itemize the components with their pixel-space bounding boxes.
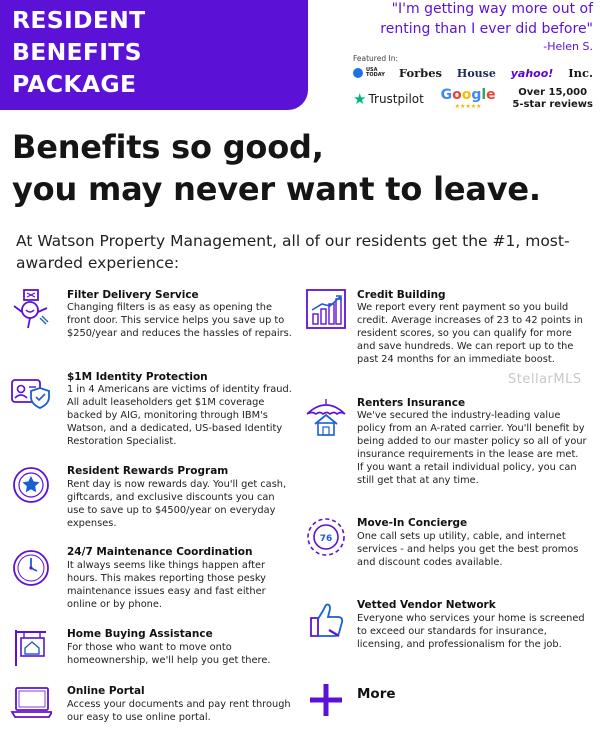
- google-stars: ★★★★★: [454, 103, 482, 110]
- benefit-title: 24/7 Maintenance Coordination: [67, 546, 253, 558]
- banner-line-3: PACKAGE: [12, 70, 137, 98]
- usa-today-logo: [353, 68, 384, 78]
- benefit-vetted-vendors: [300, 598, 595, 668]
- benefit-title: Online Portal: [67, 685, 145, 697]
- reviews-line-2: 5-star reviews: [512, 99, 593, 110]
- benefit-maintenance: [10, 545, 300, 615]
- house-logo: House: [456, 66, 496, 80]
- banner-line-2: BENEFITS: [12, 38, 142, 66]
- google-letter: G: [440, 87, 453, 103]
- trustpilot-text: Trustpilot: [368, 92, 424, 106]
- benefit-description: Changing filters is as easy as opening the front door. This service helps you save up to $250/year and reduces the hassles of repairs.: [67, 302, 292, 339]
- benefit-description: It always seems like things happen after hours. This makes reporting those pesky maintenance issues easy and fast either online or by phone.: [67, 560, 266, 610]
- ratings-row: [353, 86, 593, 112]
- headline-line-2: you may never want to leave.: [12, 170, 541, 208]
- google-letter: o: [452, 87, 462, 103]
- press-logos: [353, 64, 593, 82]
- trustpilot-logo: [353, 90, 424, 108]
- credit-growth-chart-icon: [305, 288, 347, 330]
- home-sign-icon: [10, 626, 52, 668]
- benefit-filter-delivery: [10, 288, 300, 358]
- featured-in-label: Featured In:: [353, 54, 398, 63]
- benefit-description: For those who want to move onto homeownership, we'll help you get there.: [67, 642, 271, 666]
- watermark: StellarMLS: [508, 372, 582, 387]
- benefit-description: One call sets up utility, cable, and internet services - and helps you get the best promos and discount codes available.: [357, 531, 579, 568]
- benefit-title: Vetted Vendor Network: [357, 599, 496, 611]
- google-letter: g: [471, 87, 482, 103]
- benefit-renters-insurance: [300, 396, 595, 501]
- benefit-title: $1M Identity Protection: [67, 371, 208, 383]
- google-letter: o: [461, 87, 472, 103]
- umbrella-house-icon: [305, 396, 347, 438]
- benefit-description: We've secured the industry-leading value policy from an A-rated carrier. You'll benefit by being added to our master policy so all of your insurance requirements in the lease are met. If you want a retail individual policy, you can still get that at any time.: [357, 410, 587, 486]
- google-logo: [441, 88, 496, 110]
- benefit-title: Renters Insurance: [357, 397, 466, 409]
- concierge-phone-icon: [305, 516, 347, 558]
- benefit-description: We report every rent payment so you build credit. Average increases of 23 to 42 points in resident scores, so you can qualify for more and save hundreds. We can report up to the past 24 months for an immediate boost.: [357, 302, 583, 365]
- benefit-description: Access your documents and pay rent through our easy to use online portal.: [67, 699, 291, 723]
- quote-author: -Helen S.: [543, 40, 593, 53]
- filter-delivery-icon: [10, 288, 52, 330]
- banner-line-1: RESIDENT: [12, 6, 146, 34]
- clock-icon: [10, 545, 52, 587]
- laptop-icon: [10, 684, 52, 726]
- identity-shield-icon: [10, 370, 52, 412]
- concierge-icon-label: 76: [319, 534, 333, 544]
- benefit-credit-building: [300, 288, 595, 383]
- quote-line-2: renting than I ever did before": [380, 21, 593, 37]
- reviews-line-1: Over 15,000: [518, 87, 588, 98]
- benefit-move-in-concierge: [300, 516, 595, 586]
- google-letter: e: [486, 87, 496, 103]
- thumbs-up-icon: [305, 598, 347, 640]
- forbes-logo: Forbes: [398, 66, 443, 80]
- benefit-online-portal: [10, 684, 300, 734]
- benefit-title: More: [357, 686, 396, 702]
- quote-line-1: "I'm getting way more out of: [391, 1, 593, 17]
- usa-today-dot-icon: [353, 68, 363, 78]
- benefit-identity-protection: [10, 370, 300, 450]
- benefit-description: Rent day is now rewards day. You'll get cash, giftcards, and exclusive discounts you can use to save up to $4500/year on everyday expenses.: [67, 479, 287, 529]
- plus-icon: [305, 680, 347, 722]
- rewards-badge-icon: [10, 464, 52, 506]
- benefit-home-buying: [10, 626, 300, 676]
- page-headline: [12, 126, 600, 210]
- yahoo-logo: yahoo!: [510, 66, 554, 80]
- benefit-title: Filter Delivery Service: [67, 289, 199, 301]
- benefit-title: Credit Building: [357, 289, 446, 301]
- benefit-title: Resident Rewards Program: [67, 465, 229, 477]
- benefit-description: 1 in 4 Americans are victims of identity fraud. All adult leaseholders get $1M coverage backed by AIG, monitoring through IBM's Watson, and a dedicated, US-based Identity Restoration Specialist.: [67, 384, 292, 447]
- benefit-title: Move-In Concierge: [357, 517, 468, 529]
- headline-line-1: Benefits so good,: [12, 128, 324, 166]
- testimonial-quote: [353, 0, 593, 53]
- google-wordmark: [441, 88, 496, 103]
- trustpilot-star-icon: ★: [353, 90, 367, 108]
- reviews-count: [512, 87, 593, 111]
- benefit-resident-rewards: [10, 464, 300, 534]
- intro-text: At Watson Property Management, all of our residents get the #1, most-awarded experience:: [16, 232, 570, 272]
- benefit-description: Everyone who services your home is screened to exceed our standards for insurance, licensing, and professionalism for the job.: [357, 613, 585, 650]
- resident-benefits-banner: [0, 0, 308, 110]
- google-letter: l: [481, 87, 487, 103]
- usa-today-text: USA TODAY: [366, 67, 385, 78]
- inc-logo: Inc.: [568, 66, 593, 80]
- benefit-title: Home Buying Assistance: [67, 628, 213, 640]
- benefit-more: [300, 680, 595, 720]
